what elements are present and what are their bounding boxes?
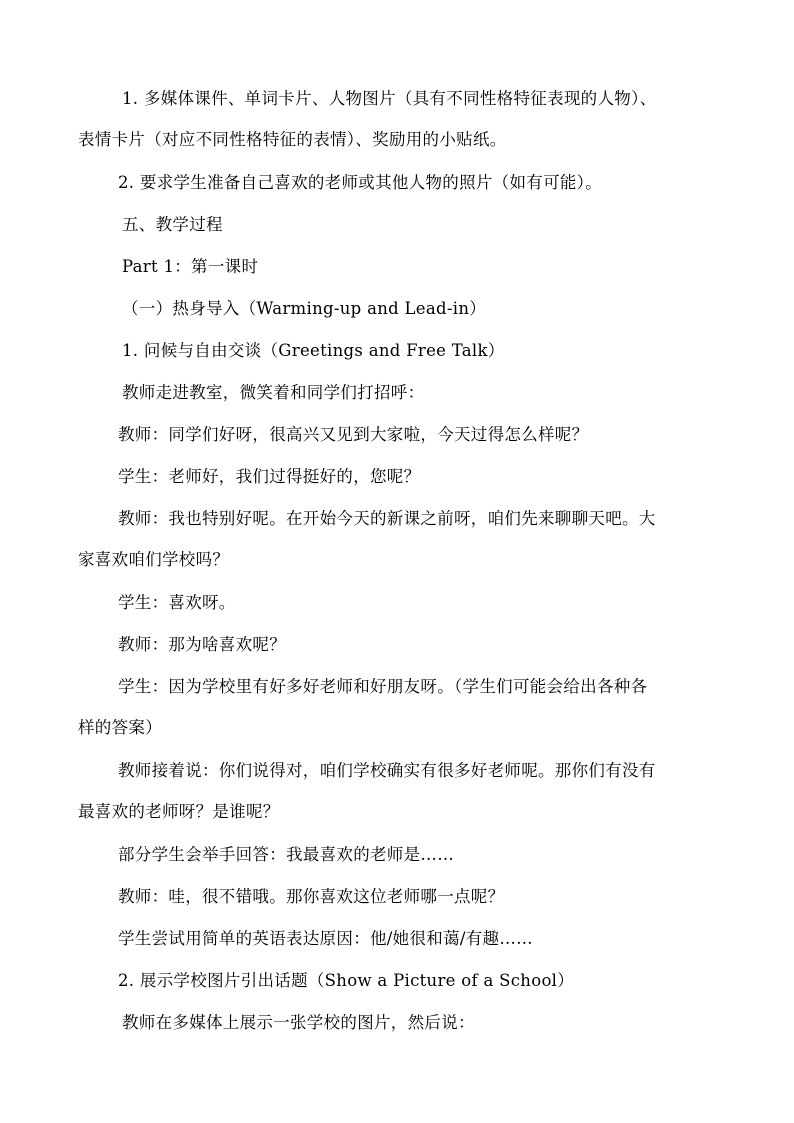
- dialogue-line-continuation: 最喜欢的老师呀？是谁呢？: [78, 802, 280, 821]
- step-2-intro: 教师在多媒体上展示一张学校的图片，然后说：: [122, 1013, 475, 1032]
- part-label: Part 1：第一课时: [122, 257, 259, 276]
- section-heading: 五、教学过程: [122, 215, 223, 234]
- dialogue-line: 学生：喜欢呀。: [118, 593, 236, 612]
- step-1-heading: 1. 问候与自由交谈（Greetings and Free Talk）: [122, 341, 505, 360]
- subsection-heading: （一）热身导入（Warming-up and Lead-in）: [122, 299, 487, 318]
- materials-item-1-line-2: 表情卡片（对应不同性格特征的表情）、奖励用的小贴纸。: [78, 130, 507, 149]
- dialogue-line-continuation: 家喜欢咱们学校吗？: [78, 550, 230, 569]
- dialogue-line: 学生：因为学校里有好多好老师和好朋友呀。（学生们可能会给出各种各: [118, 677, 648, 696]
- dialogue-line-continuation: 样的答案）: [78, 718, 162, 737]
- dialogue-line: 学生尝试用简单的英语表达原因：他/她很和蔼/有趣……: [118, 929, 533, 948]
- dialogue-line: 教师：同学们好呀，很高兴又见到大家啦，今天过得怎么样呢？: [118, 425, 589, 444]
- dialogue-line: 教师：我也特别好呢。在开始今天的新课之前呀，咱们先来聊聊天吧。大: [118, 509, 656, 528]
- materials-item-2: 2. 要求学生准备自己喜欢的老师或其他人物的照片（如有可能）。: [118, 173, 603, 192]
- dialogue-line: 教师：哇，很不错哦。那你喜欢这位老师哪一点呢？: [118, 887, 505, 906]
- dialogue-line: 部分学生会举手回答：我最喜欢的老师是……: [118, 845, 454, 864]
- dialogue-line: 教师接着说：你们说得对，咱们学校确实有很多好老师呢。那你们有没有: [118, 761, 656, 780]
- step-1-intro: 教师走进教室，微笑着和同学们打招呼：: [122, 383, 425, 402]
- materials-item-1-line-1: 1. 多媒体课件、单词卡片、人物图片（具有不同性格特征表现的人物）、: [122, 89, 657, 108]
- dialogue-line: 教师：那为啥喜欢呢？: [118, 635, 286, 654]
- step-2-heading: 2. 展示学校图片引出话题（Show a Picture of a School）: [118, 971, 575, 990]
- dialogue-line: 学生：老师好，我们过得挺好的，您呢？: [118, 467, 421, 486]
